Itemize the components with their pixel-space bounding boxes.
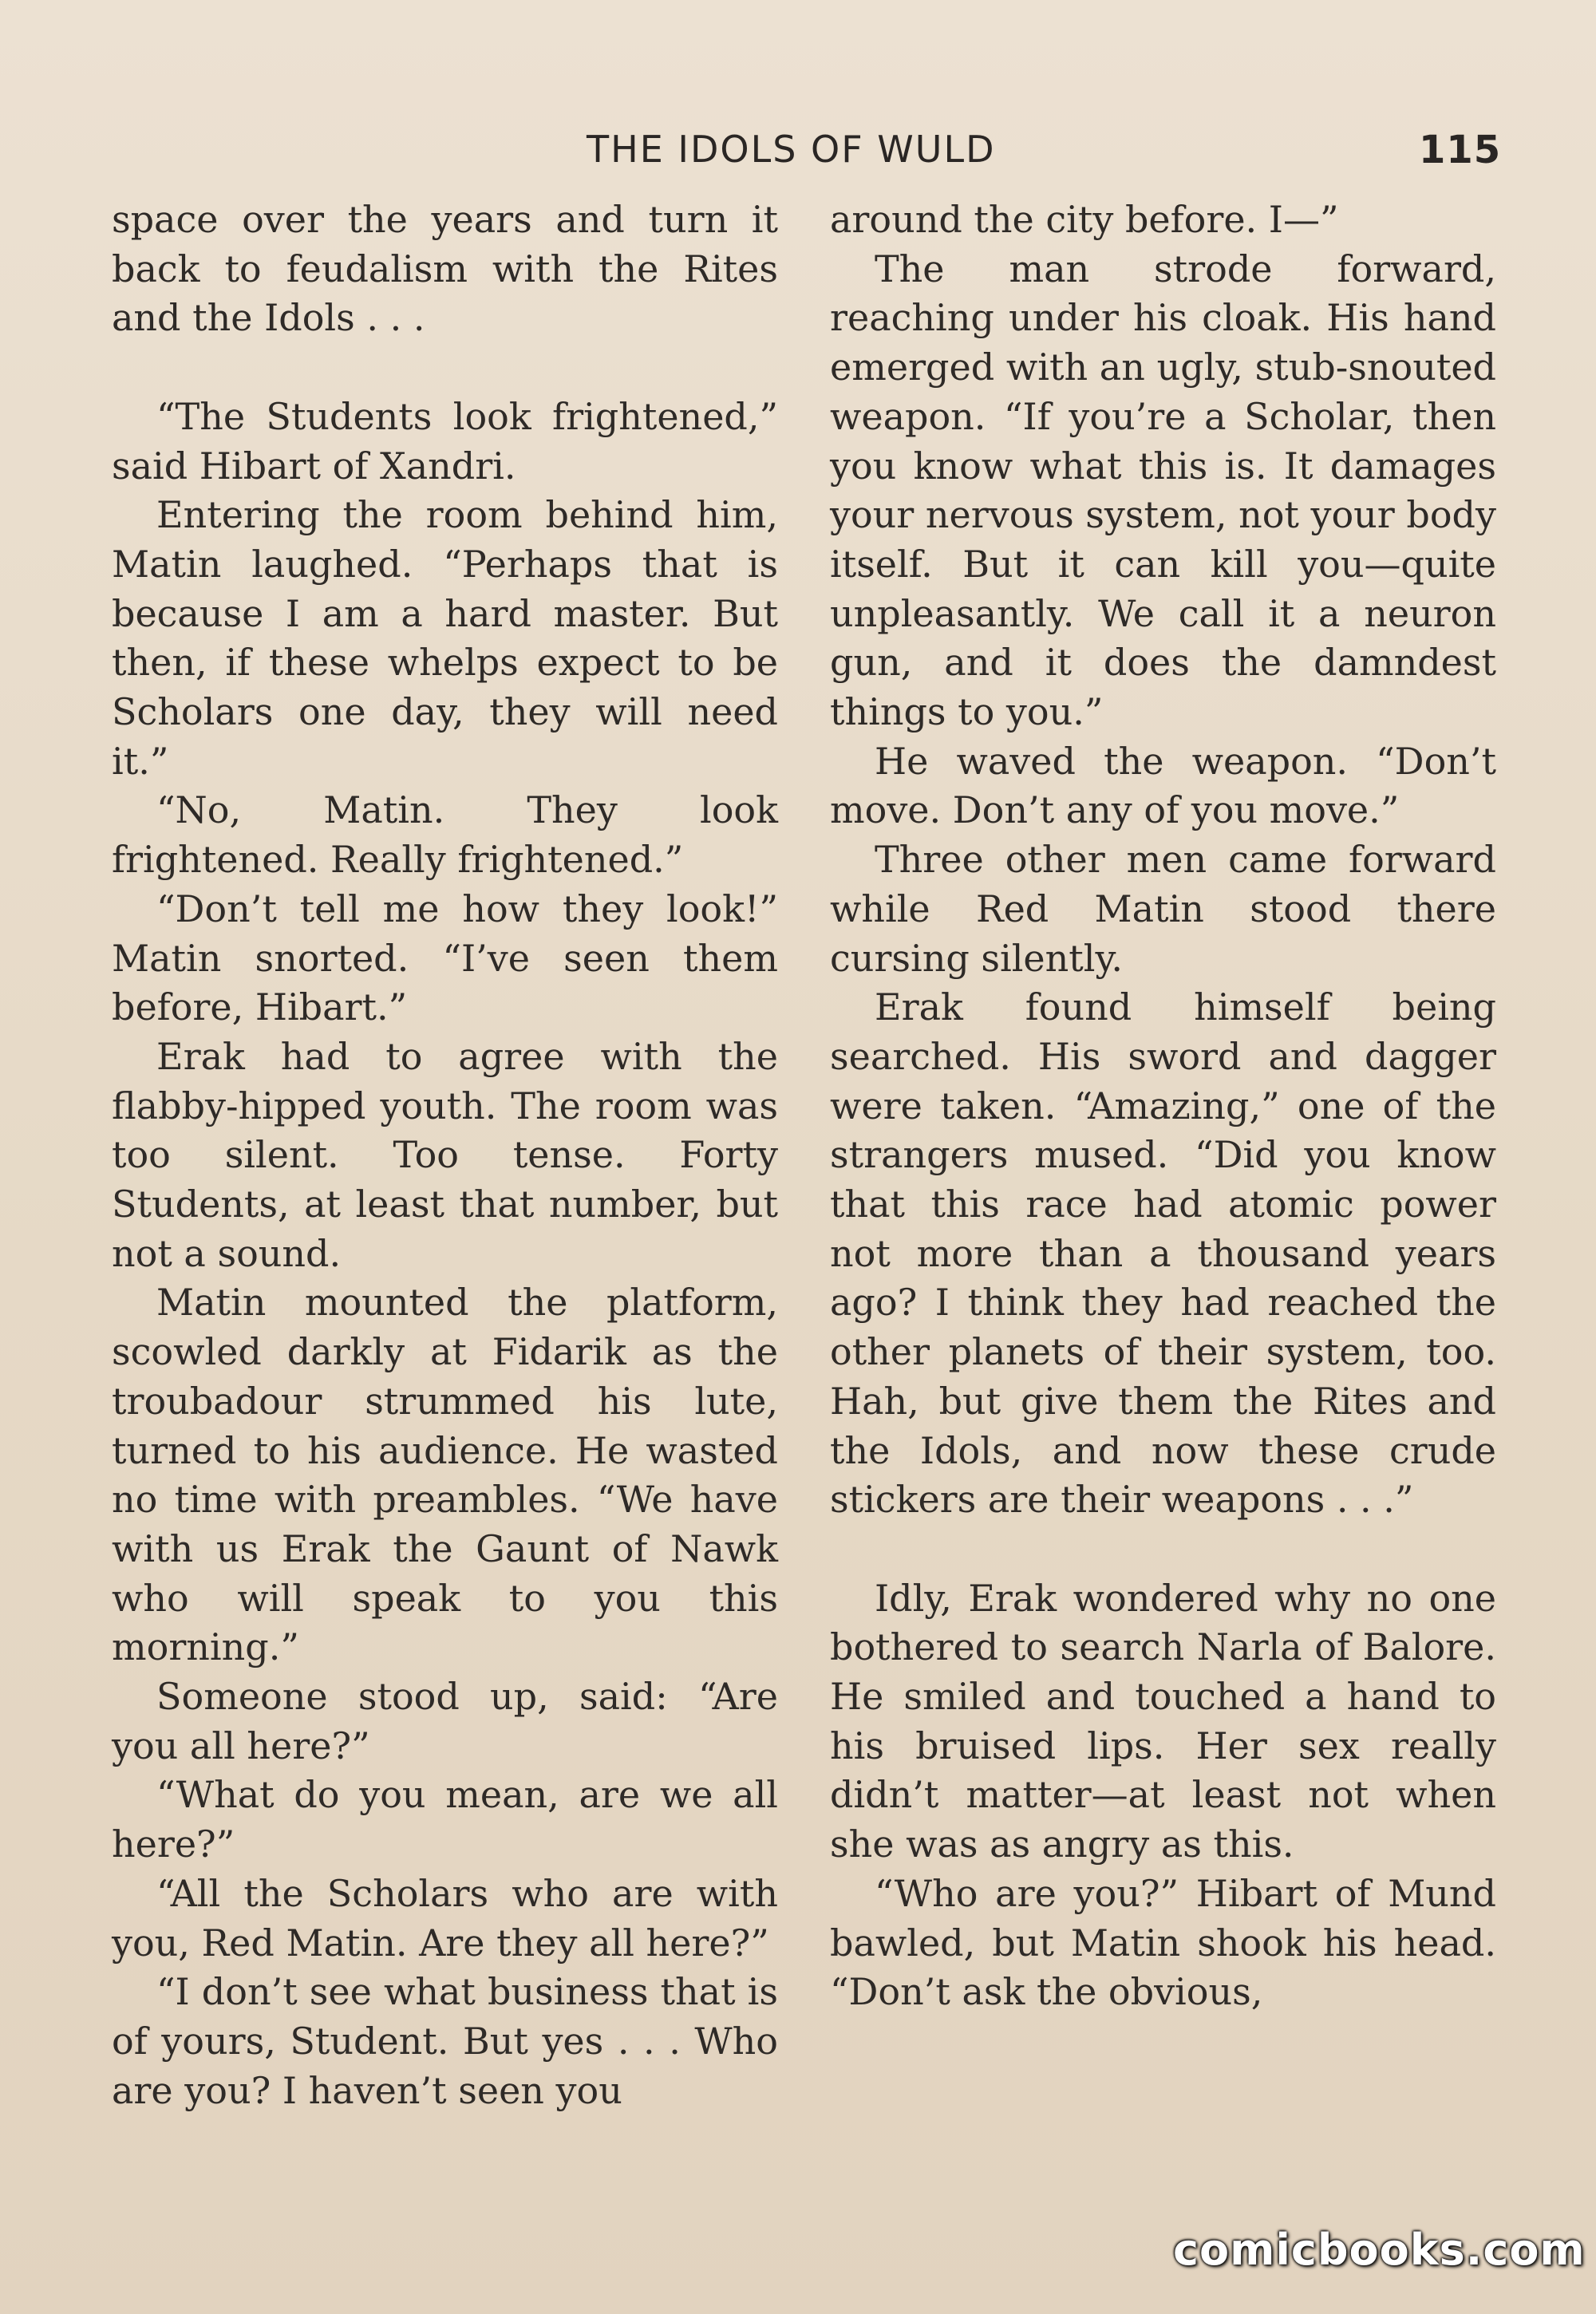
paragraph: “Who are you?” Hibart of Mund bawled, but Matin shook his head. “Don’t ask the obvious, [830,1871,1496,2014]
paragraph: “No, Matin. They look frightened. Really frightened.” [112,788,778,882]
running-head [0,128,1596,176]
paragraph: Erak found himself being searched. His sword and dagger were taken. “Amazing,” one of the strangers mused. “Did you know that this race had atomic power not more than a thousand years ago? I think they had reached the other planets of their system, too. Hah, but give them the Rites and the Idols, and now these crude stickers are their weapons . . .” [830,985,1496,1522]
paragraph: Matin mounted the platform, scowled darkly at Fidarik as the troubadour strummed his lute, turned to his audience. He wasted no time with preambles. “We have with us Erak the Gaunt of Nawk who will speak to you this morning.” [112,1281,778,1669]
paragraph: “The Students look frightened,” said Hibart of Xandri. [112,394,778,488]
running-title: THE IDOLS OF WULD [587,128,996,171]
paragraph: “All the Scholars who are with you, Red Matin. Are they all here?” [112,1871,778,1965]
watermark: comicbooks.com [1173,2225,1586,2275]
paragraph: He waved the weapon. “Don’t move. Don’t any of you move.” [830,739,1496,832]
paragraph: Idly, Erak wondered why no one bothered to search Narla of Balore. He smiled and touched a hand to his bruised lips. Her sex really didn’t matter—at least not when she was as angry as this. [830,1576,1496,1866]
paragraph: Erak had to agree with the flabby-hipped youth. The room was too silent. Too tense. Forty Students, at least that number, but not a sound. [112,1034,778,1275]
paragraph: space over the years and turn it back to feudalism with the Rites and the Idols . . . [112,198,778,340]
paragraph: “Don’t tell me how they look!” Matin snorted. “I’ve seen them before, Hibart.” [112,887,778,1029]
paragraph: Entering the room behind him, Matin laughed. “Perhaps that is because I am a hard master. But then, if these whelps expect to be Scholars one day, they will need it.” [112,493,778,783]
paragraph: “I don’t see what business that is of yours, Student. But yes . . . Who are you? I haven’t seen you [112,1970,778,2112]
paragraph: “What do you mean, are we all here?” [112,1773,778,1866]
page-number: 115 [1419,128,1502,172]
left-column [112,195,778,2115]
paragraph: Three other men came forward while Red Matin stood there cursing silently. [830,838,1496,980]
paragraph: around the city before. I—” [830,198,1339,241]
paragraph: The man strode forward, reaching under his cloak. His hand emerged with an ugly, stub-snouted weapon. “If you’re a Scholar, then you know what this is. It damages your nervous system, not your body itself. But it can kill you—quite unpleasantly. We call it a neuron gun, and it does the damndest things to you.” [830,247,1496,734]
right-column [830,195,1496,2017]
paragraph: Someone stood up, said: “Are you all here?” [112,1675,778,1767]
